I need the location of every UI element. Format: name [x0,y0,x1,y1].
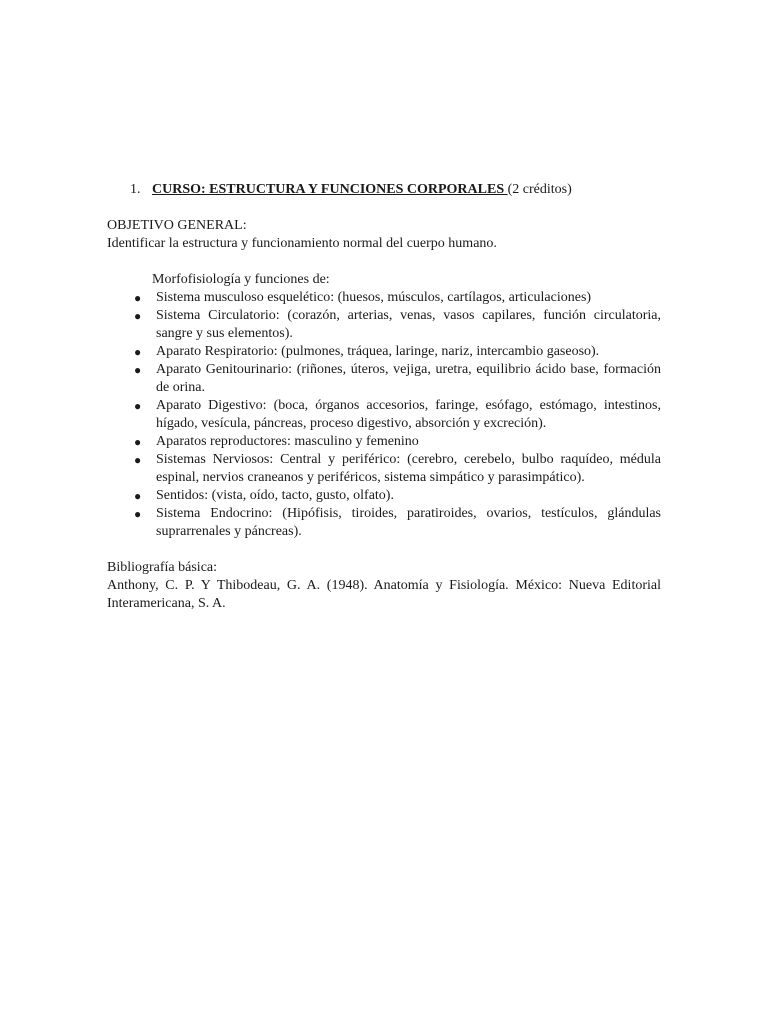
objective-text: Identificar la estructura y funcionamiento normal del cuerpo humano. [107,236,497,251]
bullet-icon: ● [134,435,142,449]
bullet-icon: ● [134,291,142,305]
bullet-icon: ● [134,399,142,413]
list-item: ● Aparato Genitourinario: (riñones, úteros, vejiga, uretra, equilibrio ácido base, formación de orina. [134,362,661,395]
bullet-icon: ● [134,453,142,467]
bullet-icon: ● [134,345,142,359]
heading-number: 1. [130,182,141,197]
list-item: ● Aparato Digestivo: (boca, órganos accesorios, faringe, esófago, estómago, intestinos, hígado, vesícula, páncreas, proceso digestivo, absorción y excreción). [134,398,661,431]
course-heading [130,181,690,199]
bibliography-reference: Anthony, C. P. Y Thibodeau, G. A. (1948). Anatomía y Fisiología. México: Nueva Editorial Interamericana, S. A. [107,578,661,611]
bullet-icon: ● [134,489,142,503]
list-item: ● Sentidos: (vista, oído, tacto, gusto, olfato). [134,488,394,503]
course-content [107,217,661,613]
list-item: ● Sistemas Nerviosos: Central y periférico: (cerebro, cerebelo, bulbo raquídeo, médula espinal, nervios craneanos y periféricos, sistema simpático y parasimpático). [134,452,661,485]
topics-list [107,289,661,541]
course-credits: (2 créditos) [507,182,572,197]
topics-intro: Morfofisiología y funciones de: [152,272,330,287]
list-item: ● Sistema Endocrino: (Hipófisis, tiroides, paratiroides, ovarios, testículos, glándulas suprarrenales y páncreas). [134,506,661,539]
list-item: ● Aparato Respiratorio: (pulmones, tráquea, laringe, nariz, intercambio gaseoso). [134,344,600,359]
list-item: ● Aparatos reproductores: masculino y femenino [134,434,419,449]
bibliography-title: Bibliografía básica: [107,560,218,575]
bullet-icon: ● [134,309,142,323]
objective-title: OBJETIVO GENERAL: [107,218,247,233]
list-item: ● Sistema Circulatorio: (corazón, arterias, venas, vasos capilares, función circulatoria, sangre y sus elementos). [134,308,661,341]
list-item: ● Sistema musculoso esquelético: (huesos, músculos, cartílagos, articulaciones) [134,290,592,305]
bullet-icon: ● [134,507,142,521]
course-title: CURSO: ESTRUCTURA Y FUNCIONES CORPORALES [152,182,508,197]
bullet-icon: ● [134,363,142,377]
